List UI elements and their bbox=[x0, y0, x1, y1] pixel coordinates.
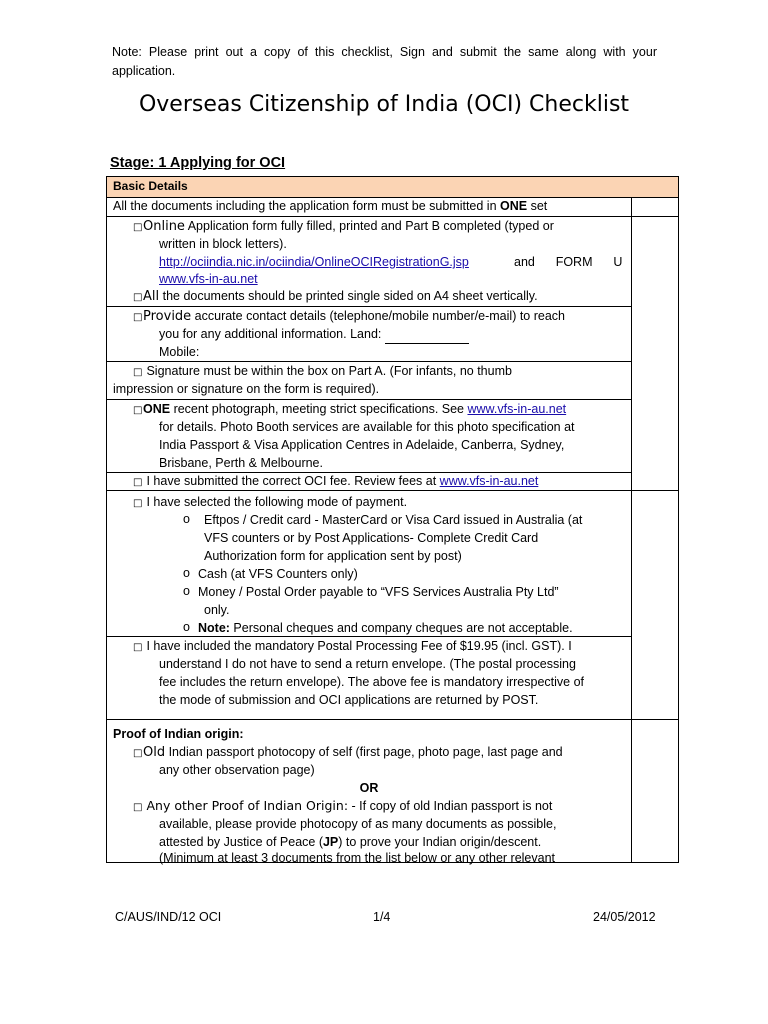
row-old-passport-line2: any other observation page) bbox=[159, 763, 315, 777]
payment-note: Note: Personal cheques and company cheques are not acceptable. bbox=[198, 621, 573, 635]
payment-eftpos: Eftpos / Credit card - MasterCard or Visa Card issued in Australia (at bbox=[204, 513, 583, 527]
print-note: Note: Please print out a copy of this checklist, Sign and submit the same along with your application. bbox=[112, 45, 657, 78]
row-online-form-line4 bbox=[159, 270, 258, 288]
basic-details-header bbox=[107, 177, 678, 197]
bullet-icon: o bbox=[183, 512, 190, 526]
checkbox-icon: □ bbox=[133, 292, 143, 303]
checkbox-icon: □ bbox=[133, 405, 143, 416]
row-other-proof-line3: attested by Justice of Peace (JP) to prove your Indian origin/descent. bbox=[159, 835, 542, 849]
row-signature: □ Signature must be within the box on Part A. (For infants, no thumb bbox=[113, 362, 631, 382]
vfs-link[interactable]: www.vfs-in-au.net bbox=[159, 272, 258, 286]
row-photograph-line4: Brisbane, Perth & Melbourne. bbox=[159, 456, 323, 470]
page-title: Overseas Citizenship of India (OCI) Checklist bbox=[138, 92, 630, 117]
bullet-icon: o bbox=[183, 620, 190, 634]
divider bbox=[107, 719, 678, 720]
mobile-blank bbox=[203, 343, 307, 362]
checkbox-icon: □ bbox=[133, 748, 143, 759]
row-photograph: □ONE recent photograph, meeting strict specifications. See www.vfs-in-au.net bbox=[133, 400, 566, 420]
row-contact-details: □Provide accurate contact details (telephone/mobile number/e-mail) to reach bbox=[133, 307, 565, 327]
row-online-form-line2: written in block letters). bbox=[159, 237, 287, 251]
row-all-documents: All the documents including the application form must be submitted in ONE set bbox=[113, 199, 548, 213]
land-blank bbox=[385, 325, 469, 344]
row-old-passport: □Old Indian passport photocopy of self (first page, photo page, last page and bbox=[133, 743, 563, 763]
checkbox-icon: □ bbox=[133, 477, 143, 488]
oci-registration-link[interactable]: http://ociindia.nic.in/ociindia/OnlineOCIRegistrationG.jsp bbox=[159, 255, 469, 269]
row-contact-line3: Mobile: bbox=[159, 343, 307, 362]
checkbox-icon: □ bbox=[133, 802, 143, 813]
row-oci-fee: □ I have submitted the correct OCI fee. Review fees at www.vfs-in-au.net bbox=[133, 472, 538, 492]
bullet-icon: o bbox=[183, 566, 190, 580]
row-other-proof: □ Any other Proof of Indian Origin: - If copy of old Indian passport is not bbox=[133, 797, 552, 817]
row-photograph-line3: India Passport & Visa Application Centres in Adelaide, Canberra, Sydney, bbox=[159, 438, 565, 452]
checkbox-icon: □ bbox=[133, 642, 143, 653]
payment-cash: Cash (at VFS Counters only) bbox=[198, 567, 358, 581]
payment-money-order-line2: only. bbox=[204, 603, 230, 617]
checkbox-icon: □ bbox=[133, 498, 143, 509]
row-payment-mode: □ I have selected the following mode of payment. bbox=[133, 493, 407, 513]
row-other-proof-line2: available, please provide photocopy of as many documents as possible, bbox=[159, 817, 557, 831]
row-photograph-line2: for details. Photo Booth services are available for this photo specification at bbox=[159, 420, 575, 434]
row-postal-fee-line3: fee includes the return envelope). The above fee is mandatory irrespective of bbox=[159, 675, 585, 689]
stage-heading: Stage: 1 Applying for OCI bbox=[110, 155, 286, 171]
vfs-link[interactable]: www.vfs-in-au.net bbox=[467, 402, 567, 416]
row-other-proof-line4: (Minimum at least 3 documents from the list below or any other relevant bbox=[159, 851, 556, 865]
row-online-form-line3 bbox=[159, 253, 469, 271]
checkbox-icon: □ bbox=[133, 222, 143, 233]
form-u-text: and FORM U bbox=[514, 255, 623, 269]
basic-details-label: Basic Details bbox=[113, 179, 188, 193]
checklist-table bbox=[106, 176, 679, 863]
payment-eftpos-line2: VFS counters or by Post Applications- Complete Credit Card bbox=[204, 531, 539, 545]
or-separator: OR bbox=[359, 781, 379, 795]
row-contact-line2: you for any additional information. Land: bbox=[159, 325, 469, 344]
footer-page-number: 1/4 bbox=[373, 910, 391, 924]
divider bbox=[107, 490, 678, 491]
checkbox-column-divider bbox=[631, 197, 632, 862]
bullet-icon: o bbox=[183, 584, 190, 598]
payment-eftpos-line3: Authorization form for application sent by post) bbox=[204, 549, 462, 563]
proof-of-origin-heading: Proof of Indian origin: bbox=[113, 727, 244, 741]
payment-money-order: Money / Postal Order payable to “VFS Services Australia Pty Ltd” bbox=[198, 585, 559, 599]
row-postal-fee-line2: understand I do not have to send a return envelope. (The postal processing bbox=[159, 657, 576, 671]
row-signature-line2: impression or signature on the form is required). bbox=[113, 382, 380, 396]
row-online-form: □Online Application form fully filled, printed and Part B completed (typed or bbox=[133, 217, 554, 237]
footer-date: 24/05/2012 bbox=[593, 910, 656, 924]
checkbox-icon: □ bbox=[133, 312, 143, 323]
vfs-link[interactable]: www.vfs-in-au.net bbox=[439, 474, 539, 488]
row-all-single-sided: □All the documents should be printed single sided on A4 sheet vertically. bbox=[133, 287, 538, 307]
checkbox-icon: □ bbox=[133, 367, 143, 378]
row-postal-fee: □ I have included the mandatory Postal Processing Fee of $19.95 (incl. GST). I bbox=[133, 637, 572, 657]
footer-reference: C/AUS/IND/12 OCI bbox=[115, 910, 222, 924]
row-postal-fee-line4: the mode of submission and OCI applications are returned by POST. bbox=[159, 693, 539, 707]
